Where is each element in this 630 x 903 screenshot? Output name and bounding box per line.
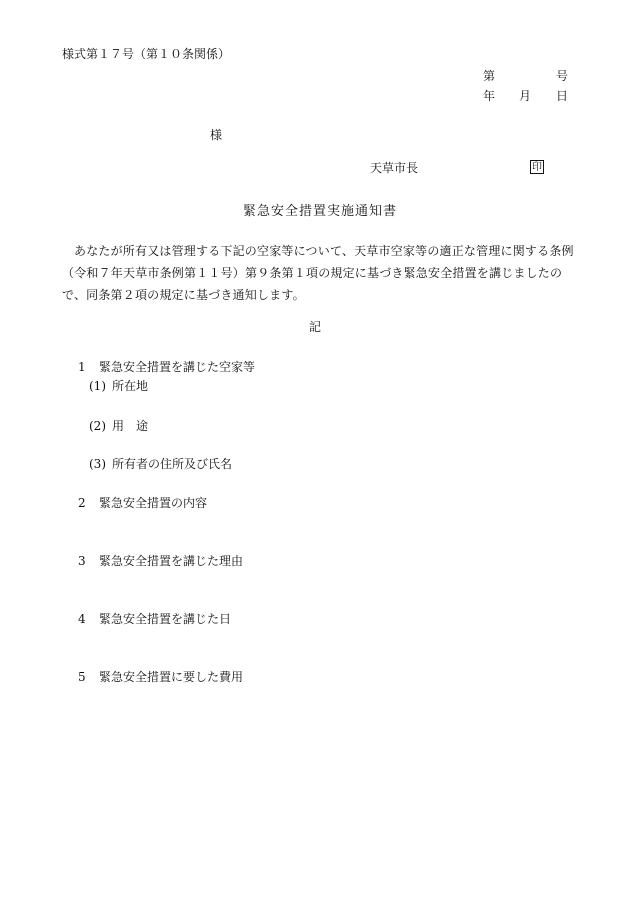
doc-number-dai: 第 xyxy=(483,69,496,83)
subitem-number: (3) xyxy=(89,457,106,471)
document-title: 緊急安全措置実施通知書 xyxy=(243,204,398,219)
item-label: 緊急安全措置に要した費用 xyxy=(99,670,244,684)
seal-mark: 印 xyxy=(532,162,542,173)
subitem-label: 用 途 xyxy=(112,419,149,433)
item-number: 1 xyxy=(78,360,86,374)
item-number: 2 xyxy=(78,496,86,510)
item-number: 3 xyxy=(78,554,86,568)
subitem-label: 所有者の住所及び氏名 xyxy=(112,457,233,471)
item-number: 5 xyxy=(78,670,86,684)
subitem-number: (2) xyxy=(89,419,106,433)
addressee-suffix: 様 xyxy=(210,128,223,142)
doc-number-go: 号 xyxy=(556,69,569,83)
subitem-label: 所在地 xyxy=(112,379,149,393)
date-month: 月 xyxy=(519,89,532,103)
form-number: 様式第１７号（第１０条関係） xyxy=(62,47,231,61)
subitem-number: (1) xyxy=(89,379,106,393)
issuer-name: 天草市長 xyxy=(370,161,419,175)
item-number: 4 xyxy=(78,612,86,626)
date-year: 年 xyxy=(483,89,496,103)
item-label: 緊急安全措置を講じた日 xyxy=(99,612,232,626)
item-label: 緊急安全措置を講じた空家等 xyxy=(99,360,256,374)
item-label: 緊急安全措置の内容 xyxy=(99,496,208,510)
ki-heading: 記 xyxy=(309,320,322,334)
item-label: 緊急安全措置を講じた理由 xyxy=(99,554,244,568)
date-day: 日 xyxy=(556,89,569,103)
body-paragraph: あなたが所有又は管理する下記の空家等について、天草市空家等の適正な管理に関する条例（令和７年天草市条例第１１号）第９条第１項の規定に基づき緊急安全措置を講じましたので、同条第２項の規定に基づき通知します。 xyxy=(62,244,574,302)
